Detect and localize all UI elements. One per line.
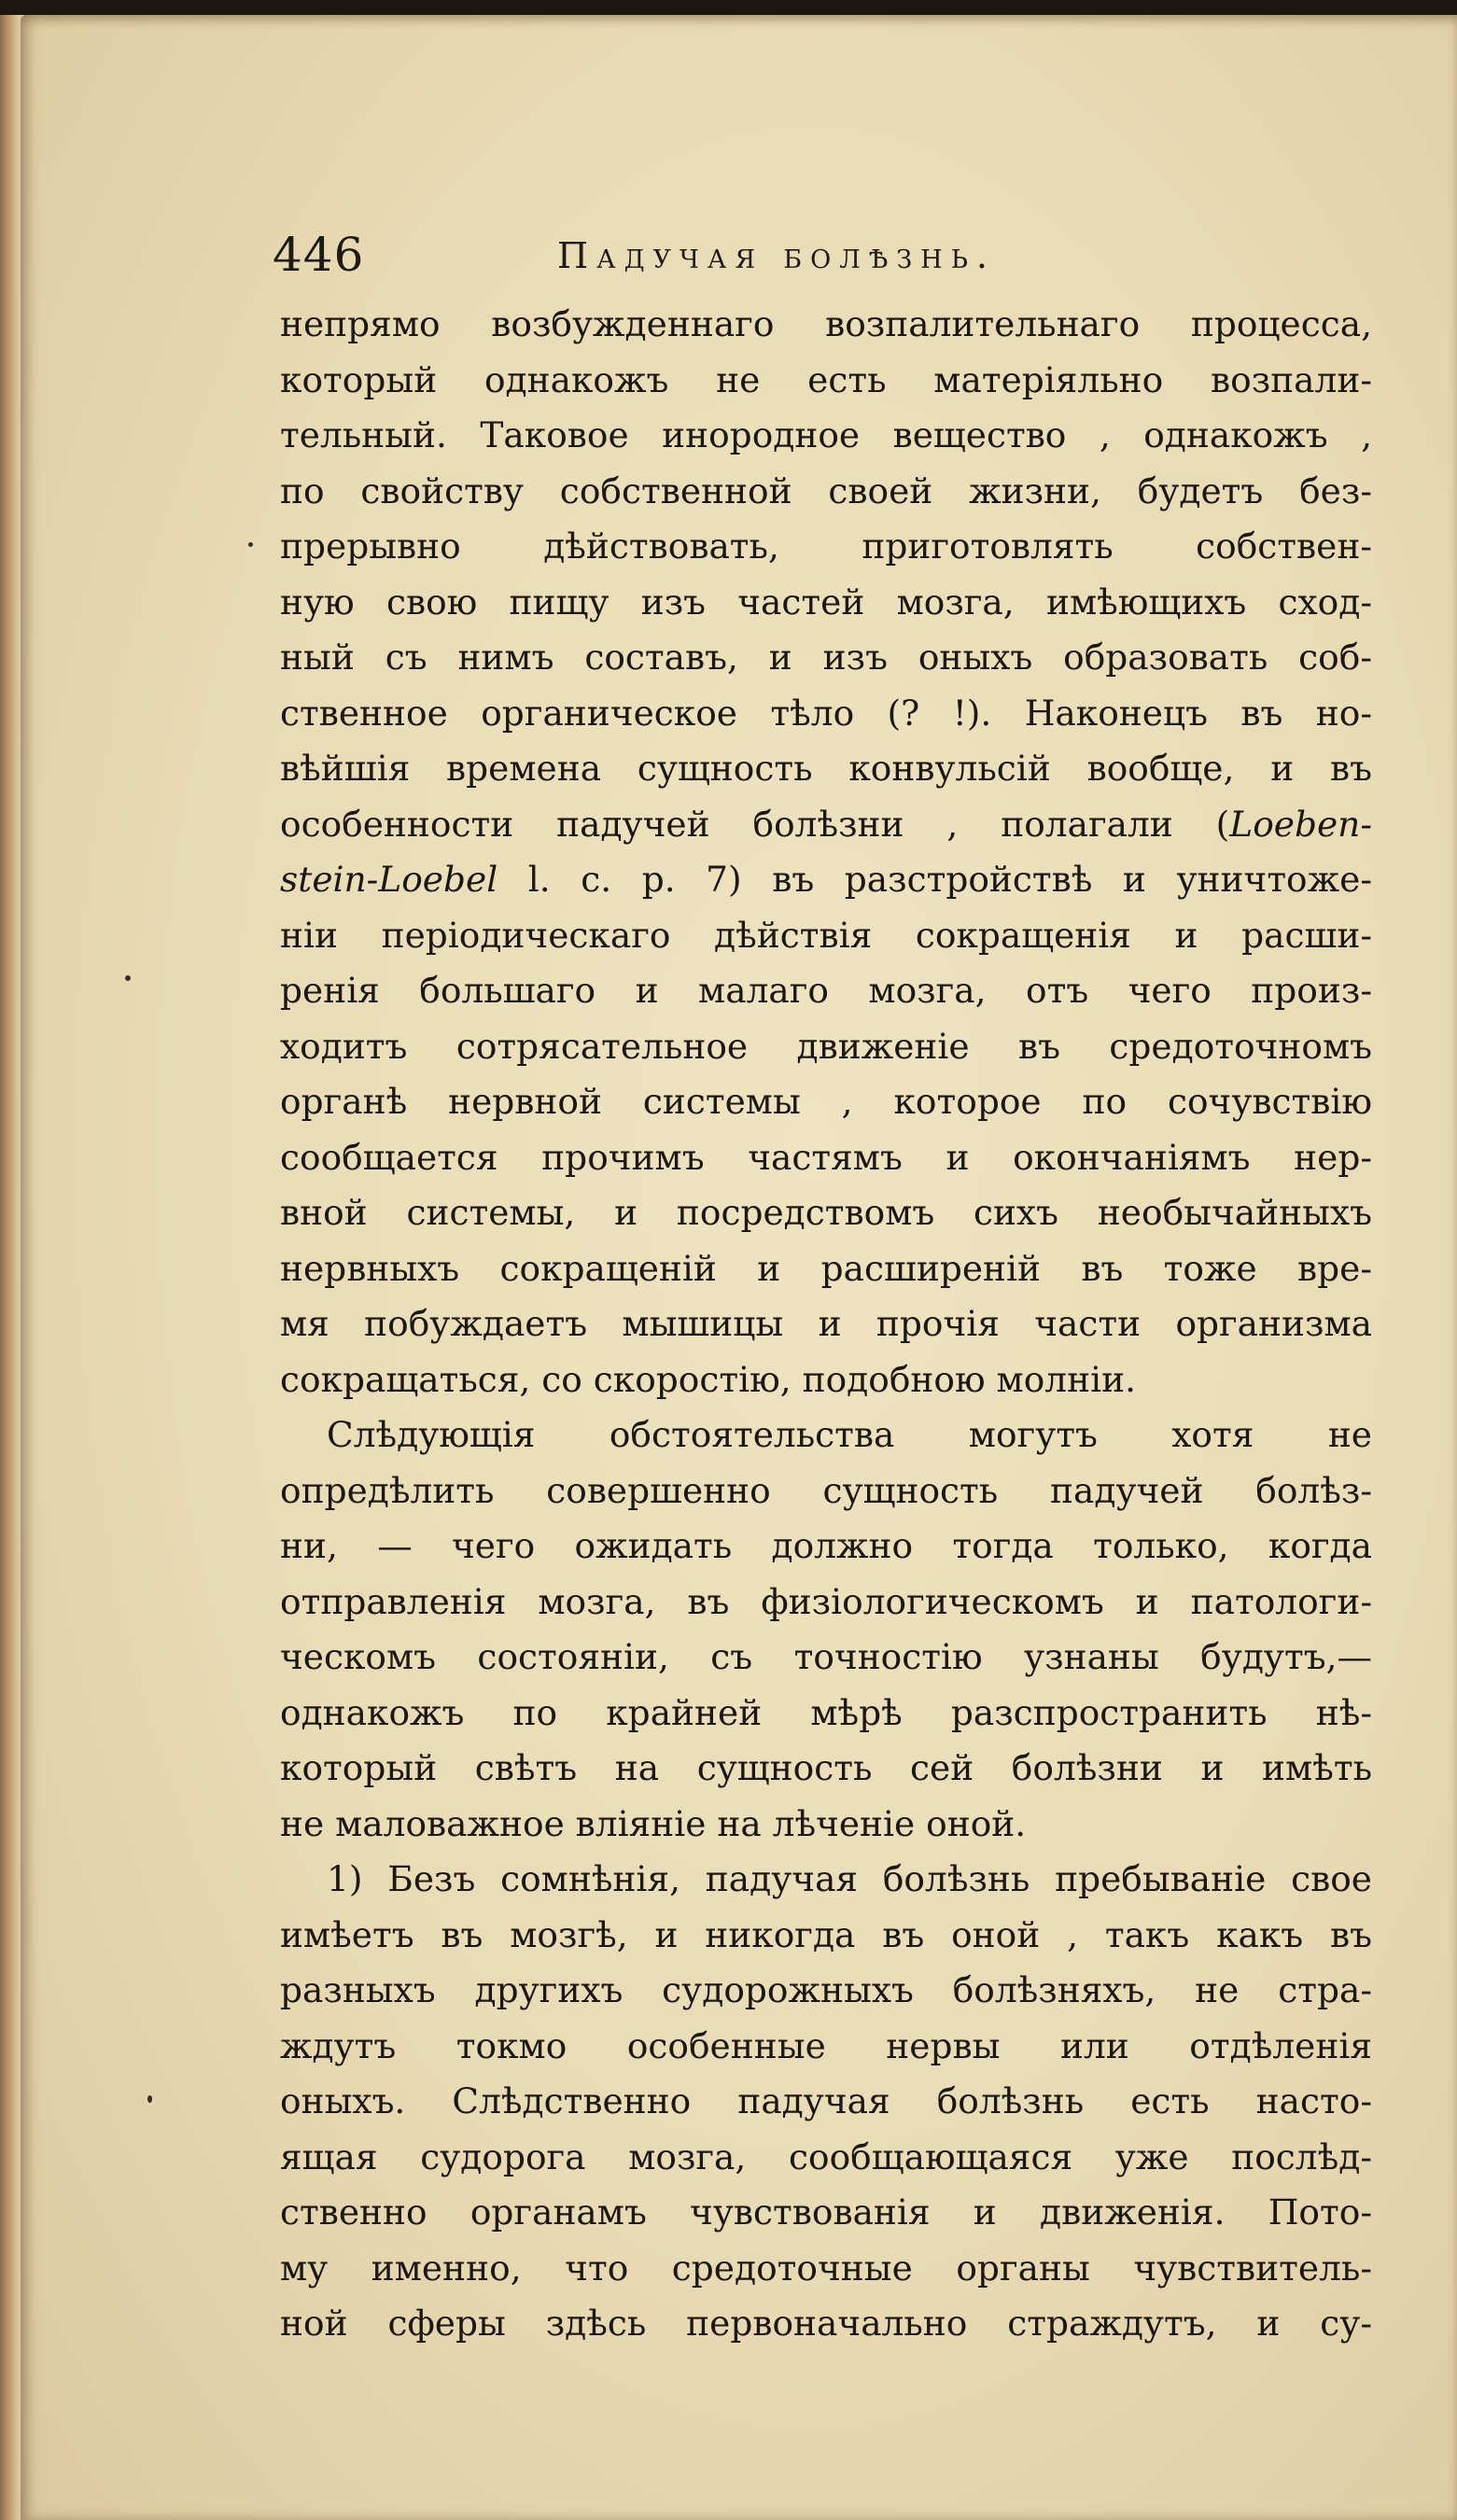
text-line: особенности падучей болѣзни , полагали (Loeben- — [280, 803, 1372, 845]
ink-speck — [147, 2095, 152, 2103]
text-line: ственное органическое тѣло (? !). Наконецъ въ но- — [280, 692, 1372, 734]
text-line: сообщается прочимъ частямъ и окончаніямъ нер- — [280, 1136, 1372, 1178]
page-number: 446 — [273, 228, 365, 282]
text-line: прерывно дѣйствовать, приготовлять собствен- — [280, 525, 1372, 567]
text-line: опредѣлить совершенно сущность падучей болѣз- — [280, 1469, 1372, 1511]
text-line: однакожъ по крайней мѣрѣ разспространить нѣ- — [280, 1691, 1372, 1733]
text-line: му именно, что средоточные органы чувствитель- — [280, 2247, 1372, 2289]
text-line: ческомъ состояніи, съ точностію узнаны будутъ,— — [280, 1636, 1372, 1677]
text-line: не маловажное вліяніе на лѣченіе оной. — [280, 1802, 1027, 1844]
text-line: вѣйшія времена сущность конвульсій вообще, и въ — [280, 748, 1372, 789]
text-line: ніи періодическаго дѣйствія сокращенія и расши- — [280, 914, 1372, 956]
text-line: ждутъ токмо особенные нервы или отдѣленія — [280, 2024, 1372, 2066]
text-line: который свѣтъ на сущность сей болѣзни и имѣть — [280, 1747, 1372, 1788]
page-header — [273, 228, 1299, 293]
text-line: ренія большаго и малаго мозга, отъ чего произ- — [280, 970, 1372, 1011]
text-line: нервныхъ сокращеній и расширеній въ тоже вре- — [280, 1247, 1372, 1289]
text-line: тельный. Таковое инородное вещество , однакожъ , — [280, 414, 1372, 455]
text-line: stein-Loebel l. c. p. 7) въ разстройствѣ и уничтоже- — [280, 859, 1372, 900]
text-line: разныхъ другихъ судорожныхъ болѣзняхъ, не стра- — [280, 1969, 1372, 2010]
ink-speck — [248, 542, 253, 547]
ink-speck — [125, 975, 131, 981]
text-line: ную свою пищу изъ частей мозга, имѣющихъ сход- — [280, 581, 1372, 623]
text-line: 1) Безъ сомнѣнія, падучая болѣзнь пребываніе свое — [327, 1858, 1372, 1899]
text-line: отправленія мозга, въ физіологическомъ и патологи- — [280, 1580, 1372, 1622]
text-line: имѣетъ въ мозгѣ, и никогда въ оной , такъ какъ въ — [280, 1913, 1372, 1955]
text-line: непрямо возбужденнаго возпалительнаго процесса, — [280, 303, 1372, 344]
text-line: вной системы, и посредствомъ сихъ необычайныхъ — [280, 1192, 1372, 1233]
text-line: ный съ нимъ составъ, и изъ оныхъ образовать соб- — [280, 637, 1372, 678]
text-line: Слѣдующія обстоятельства могутъ хотя не — [327, 1414, 1372, 1455]
text-line: ходитъ сотрясательное движеніе въ средоточномъ — [280, 1025, 1372, 1067]
text-line: который однакожъ не есть матеріяльно возпали- — [280, 358, 1372, 400]
text-line: по свойству собственной своей жизни, будетъ без- — [280, 469, 1372, 511]
text-line: ственно органамъ чувствованія и движенія. Пото- — [280, 2191, 1372, 2233]
text-line: ни, — чего ожидать должно тогда только, когда — [280, 1525, 1372, 1566]
text-line: мя побуждаетъ мышицы и прочія части организма — [280, 1303, 1372, 1344]
text-line: ной сферы здѣсь первоначально страждутъ, и су- — [280, 2303, 1372, 2344]
running-title: Падучая болѣзнь. — [557, 235, 996, 276]
text-line: органѣ нервной системы , которое по сочувствію — [280, 1081, 1372, 1122]
text-line: оныхъ. Слѣдственно падучая болѣзнь есть насто- — [280, 2080, 1372, 2121]
text-line: ящая судорога мозга, сообщающаяся уже послѣд- — [280, 2135, 1372, 2177]
body-text — [280, 297, 1372, 2352]
text-line: сокращаться, со скоростію, подобною молніи. — [280, 1358, 1137, 1400]
